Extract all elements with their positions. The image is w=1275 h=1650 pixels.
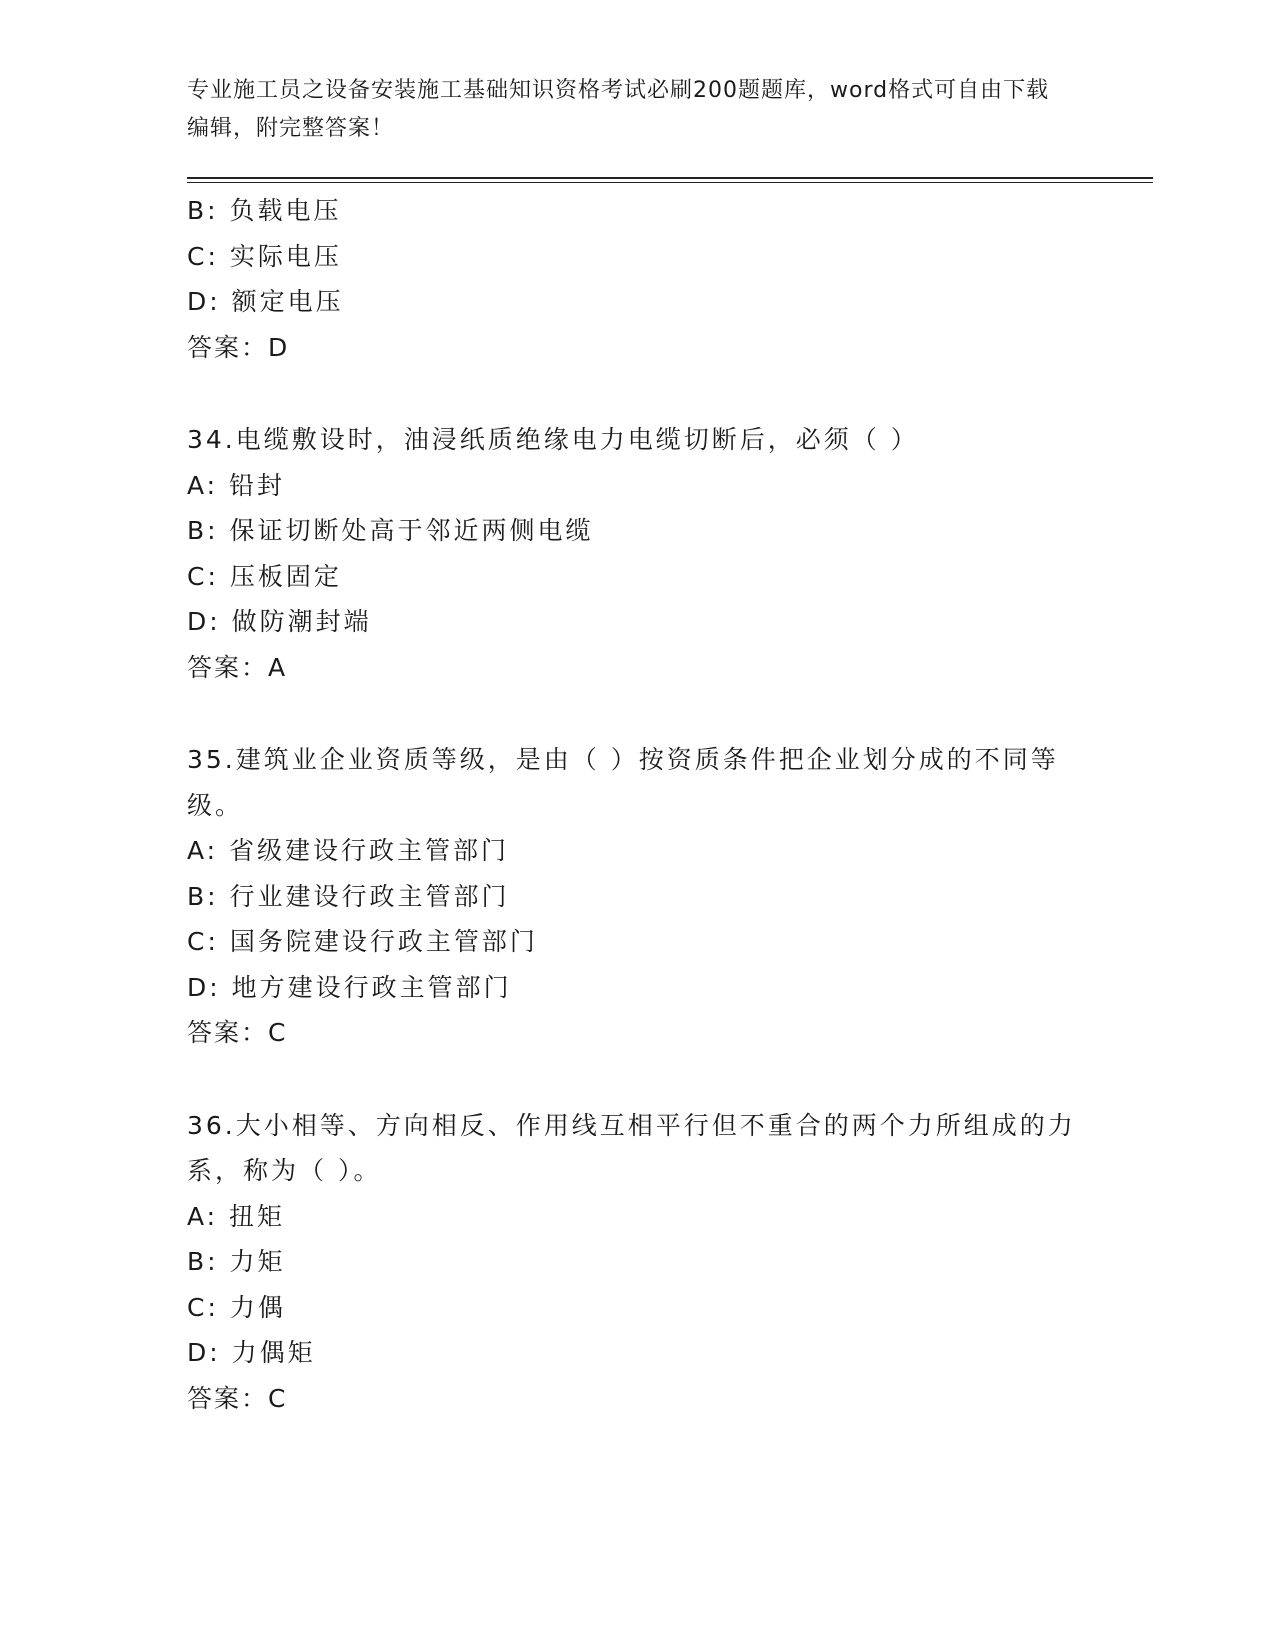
question-stem: 34.电缆敷设时，油浸纸质绝缘电力电缆切断后，必须（ ） [187, 425, 919, 454]
question-block-35 [187, 737, 1087, 1056]
header-rule-thin [187, 182, 1153, 183]
option-a: A: 扭矩 [187, 1201, 286, 1231]
spacer [187, 690, 1087, 737]
previous-question-block [187, 188, 1087, 370]
option-d: D: 做防潮封端 [187, 607, 372, 636]
option-c: C: 压板固定 [187, 561, 342, 591]
option-b: B: 保证切断处高于邻近两侧电缆 [187, 516, 594, 545]
option-c: C: 实际电压 [187, 241, 342, 271]
option-a: A: 省级建设行政主管部门 [187, 836, 510, 865]
question-block-36 [187, 1103, 1087, 1422]
answer-line: 答案：D [187, 332, 290, 362]
option-c: C: 国务院建设行政主管部门 [187, 927, 538, 956]
answer-line: 答案：A [187, 652, 288, 682]
document-header-title: 专业施工员之设备安装施工基础知识资格考试必刷200题题库，word格式可自由下载编辑，附完整答案！ [187, 78, 1050, 141]
option-c: C: 力偶 [187, 1292, 286, 1322]
answer-line: 答案：C [187, 1383, 288, 1413]
question-stem: 35.建筑业企业资质等级，是由（ ）按资质条件把企业划分成的不同等级。 [187, 745, 1059, 820]
question-stem: 36.大小相等、方向相反、作用线互相平行但不重合的两个力所组成的力系，称为（ ）。 [187, 1110, 1076, 1185]
option-b: B: 力矩 [187, 1247, 286, 1276]
option-b: B: 负载电压 [187, 196, 342, 225]
question-block-34 [187, 417, 1087, 690]
option-d: D: 力偶矩 [187, 1338, 316, 1367]
option-a: A: 铅封 [187, 470, 286, 500]
question-content [187, 188, 1087, 1421]
option-d: D: 额定电压 [187, 287, 344, 316]
option-b: B: 行业建设行政主管部门 [187, 881, 510, 911]
spacer [187, 370, 1087, 417]
spacer [187, 1056, 1087, 1103]
option-d: D: 地方建设行政主管部门 [187, 972, 512, 1002]
header-rule-thick [187, 177, 1153, 179]
answer-line: 答案：C [187, 1018, 288, 1047]
